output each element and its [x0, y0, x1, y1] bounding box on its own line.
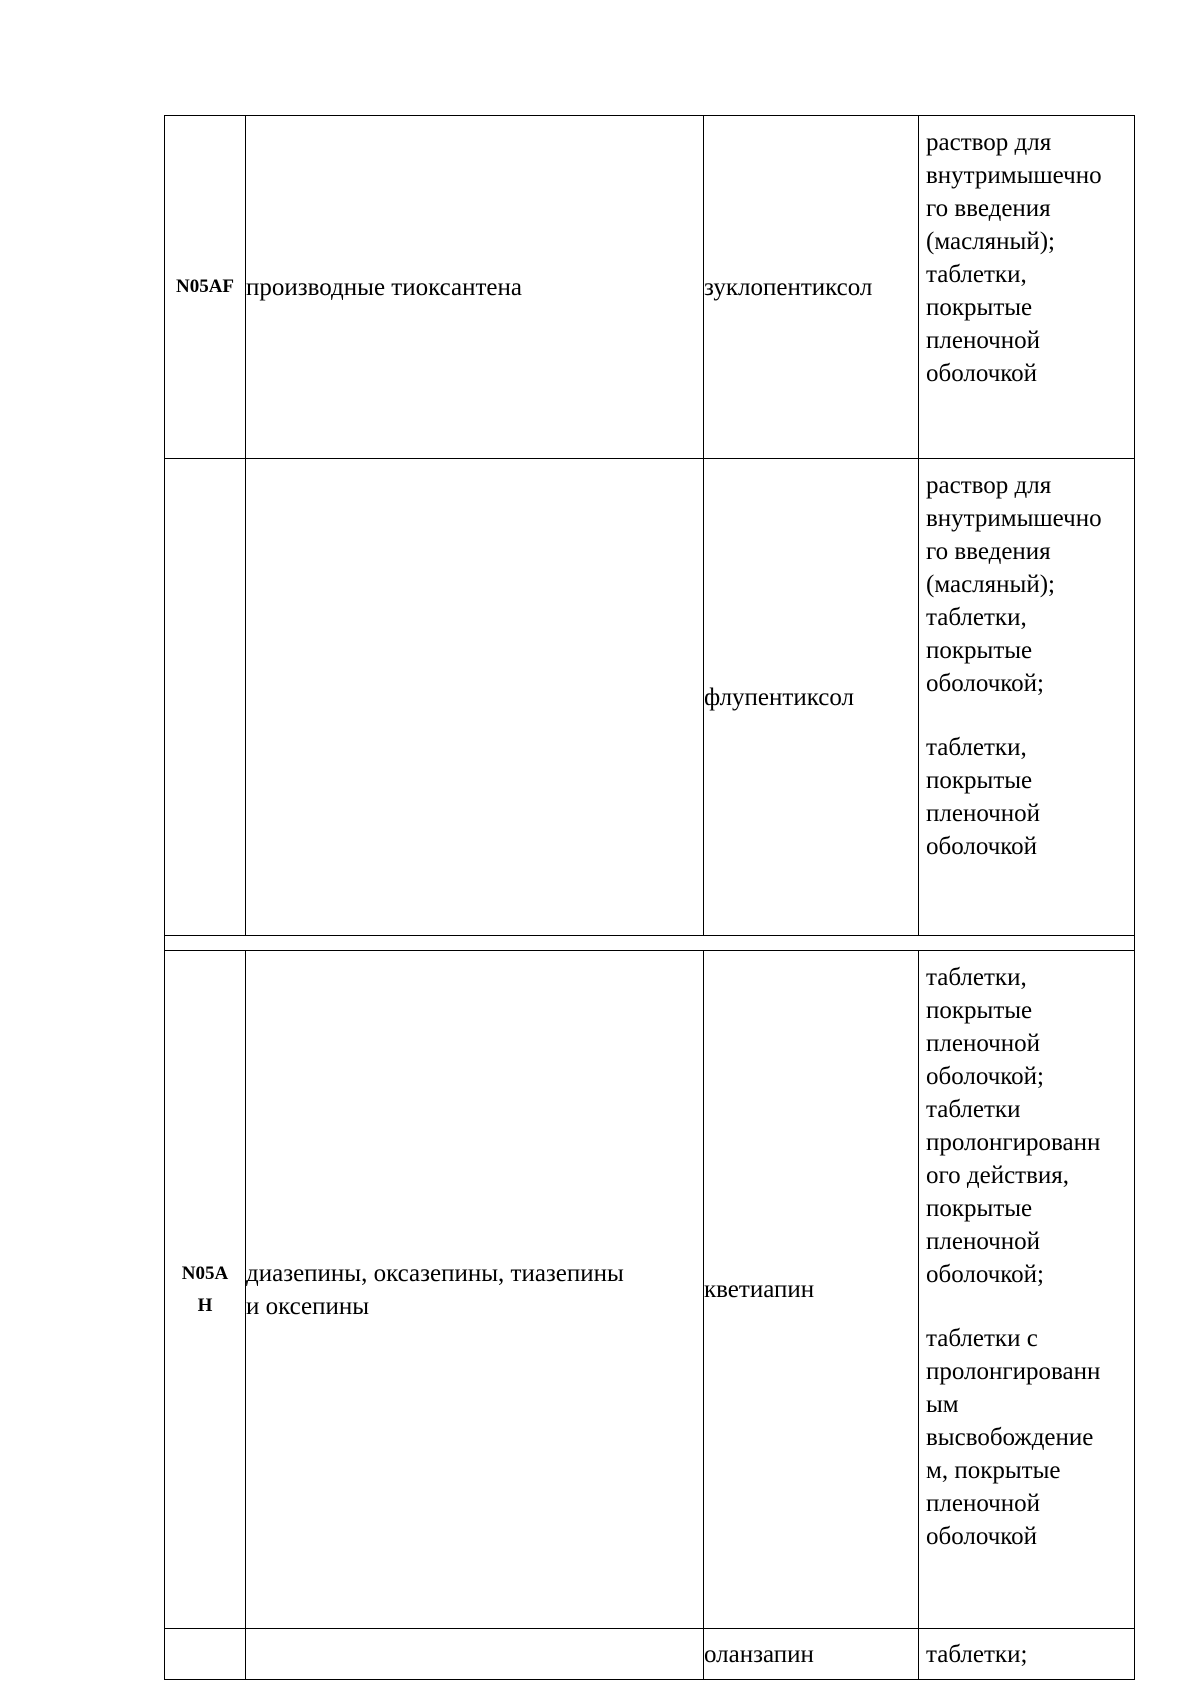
dosage-form-cell	[919, 951, 1135, 1629]
dosage-form-line: го введения	[926, 195, 1051, 222]
dosage-form-line: го введения	[926, 538, 1051, 565]
dosage-form-line: (масляный);	[926, 228, 1055, 255]
atc-code-cell	[165, 951, 246, 1629]
dosage-form-cell	[919, 459, 1135, 936]
drug-name: оланзапин	[704, 1640, 814, 1668]
dosage-form-line: покрытые	[926, 997, 1033, 1024]
pharmacological-group-cell	[246, 459, 704, 936]
dosage-form-line: покрытые	[926, 1195, 1033, 1222]
separator-row	[165, 936, 1135, 951]
drug-name-cell	[704, 116, 919, 459]
dosage-form-line: оболочкой	[926, 360, 1038, 387]
drug-table	[164, 115, 1135, 1680]
pharmacological-group-cell	[246, 116, 704, 459]
dosage-form-line: пленочной	[926, 800, 1041, 827]
dosage-form-line: пролонгированн	[926, 1129, 1101, 1156]
dosage-form-line: высвобождение	[926, 1424, 1094, 1451]
drug-name-cell	[704, 1629, 919, 1680]
dosage-form-line: раствор для	[926, 129, 1052, 156]
dosage-form-line: покрытые	[926, 767, 1033, 794]
separator-cell	[165, 936, 1135, 951]
dosage-form-line: раствор для	[926, 472, 1052, 499]
pharmacological-group-line: диазепины, оксазепины, тиазепины	[246, 1259, 624, 1287]
atc-code: N05AF	[175, 276, 235, 297]
pharmacological-group-cell	[246, 1629, 704, 1680]
drug-name: зуклопентиксол	[704, 273, 873, 301]
atc-code-cell	[165, 1629, 246, 1680]
dosage-form-line: внутримышечно	[926, 505, 1102, 532]
dosage-form-line: таблетки	[926, 1096, 1021, 1123]
dosage-form-line: покрытые	[926, 637, 1033, 664]
dosage-form-line: таблетки;	[926, 1640, 1028, 1668]
dosage-form-line: оболочкой	[926, 1523, 1038, 1550]
dosage-form-line: оболочкой	[926, 833, 1038, 860]
drug-name-cell	[704, 951, 919, 1629]
paragraph-gap	[926, 700, 1128, 731]
table-row	[165, 459, 1135, 936]
atc-code-line: H	[197, 1294, 213, 1316]
pharmacological-group: производные тиоксантена	[246, 273, 522, 301]
pharmacological-group-cell	[246, 951, 704, 1629]
atc-code-line: N05A	[181, 1262, 229, 1284]
table-row	[165, 116, 1135, 459]
drug-name-cell	[704, 459, 919, 936]
dosage-form-line: м, покрытые	[926, 1457, 1061, 1484]
dosage-form-line: пленочной	[926, 1490, 1041, 1517]
dosage-form-cell	[919, 1629, 1135, 1680]
dosage-form-line: внутримышечно	[926, 162, 1102, 189]
dosage-form-line: оболочкой;	[926, 670, 1044, 697]
dosage-form-line: таблетки,	[926, 964, 1027, 991]
table-row	[165, 951, 1135, 1629]
drug-name: кветиапин	[704, 1276, 815, 1303]
drug-name: флупентиксол	[704, 683, 854, 711]
paragraph-gap	[926, 1291, 1128, 1322]
table-row	[165, 1629, 1135, 1680]
dosage-form-cell	[919, 116, 1135, 459]
dosage-form-line: покрытые	[926, 294, 1033, 321]
dosage-form-line: таблетки с	[926, 1325, 1038, 1352]
atc-code-cell	[165, 116, 246, 459]
dosage-form-line: ым	[926, 1391, 959, 1418]
dosage-form-line: таблетки,	[926, 604, 1027, 631]
dosage-form-line: (масляный);	[926, 571, 1055, 598]
pharmacological-group-line: и оксепины	[246, 1292, 370, 1320]
dosage-form-line: пленочной	[926, 327, 1041, 354]
dosage-form-line: пленочной	[926, 1228, 1041, 1255]
dosage-form-line: пролонгированн	[926, 1358, 1101, 1385]
dosage-form-line: таблетки,	[926, 261, 1027, 288]
dosage-form-line: ого действия,	[926, 1162, 1070, 1189]
document-page	[164, 115, 1134, 1668]
atc-code-cell	[165, 459, 246, 936]
dosage-form-line: оболочкой;	[926, 1261, 1044, 1288]
dosage-form-line: оболочкой;	[926, 1063, 1044, 1090]
dosage-form-line: пленочной	[926, 1030, 1041, 1057]
dosage-form-line: таблетки,	[926, 734, 1027, 761]
